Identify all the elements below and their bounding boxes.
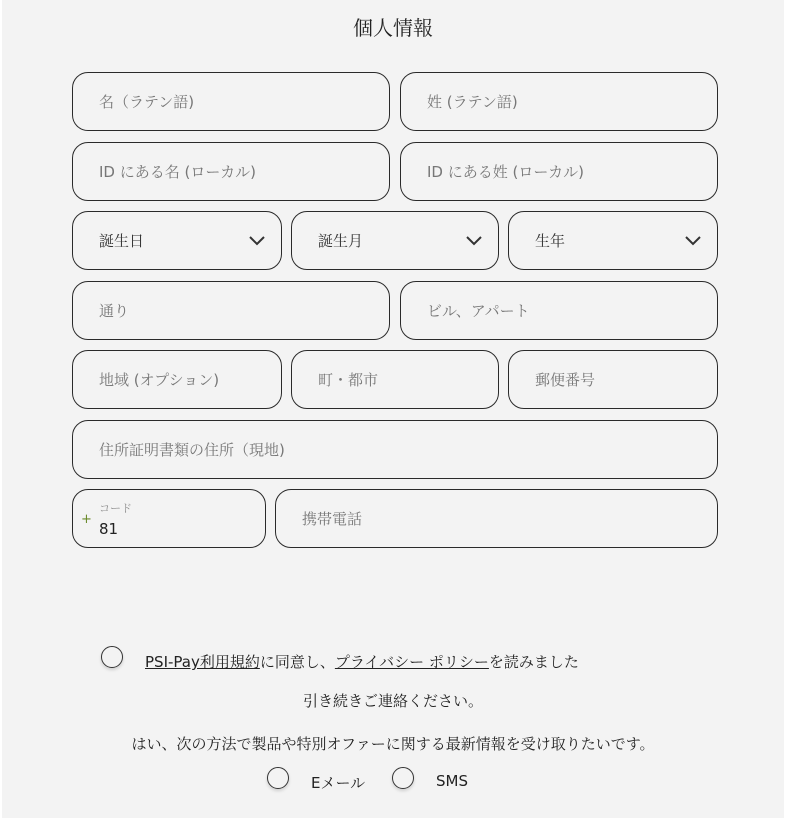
- birth-day-label: 誕生日: [99, 232, 145, 250]
- birth-month-select[interactable]: [291, 211, 499, 270]
- chevron-down-icon: [247, 230, 267, 250]
- country-code-input[interactable]: [72, 489, 266, 548]
- country-code-value: 81: [99, 520, 119, 538]
- terms-link[interactable]: PSI-Pay利用規約: [145, 653, 260, 671]
- mobile-phone-input[interactable]: 携帯電話: [275, 489, 718, 548]
- page-title: 個人情報: [353, 16, 433, 40]
- terms-consent-radio[interactable]: [101, 646, 123, 668]
- consent-mid: に同意し、: [259, 653, 335, 671]
- region-input[interactable]: 地域 (オプション): [72, 350, 282, 409]
- birth-day-select[interactable]: [72, 211, 282, 270]
- plus-sign: +: [81, 512, 92, 527]
- consent-end: を読みました: [488, 653, 579, 671]
- first-name-latin-input[interactable]: 名（ラテン語): [72, 72, 390, 131]
- birth-year-label: 生年: [535, 232, 566, 250]
- birth-month-label: 誕生月: [318, 232, 364, 250]
- email-radio[interactable]: [267, 767, 289, 789]
- country-code-label: コード: [99, 502, 132, 515]
- sms-radio[interactable]: [392, 767, 414, 789]
- first-name-local-input[interactable]: ID にある名 (ローカル): [72, 142, 390, 201]
- last-name-local-input[interactable]: ID にある姓 (ローカル): [400, 142, 718, 201]
- last-name-latin-input[interactable]: 姓 (ラテン語): [400, 72, 718, 131]
- contact-heading: 引き続きご連絡ください。: [302, 692, 483, 710]
- email-label[interactable]: Eメール: [311, 774, 366, 792]
- contact-text: はい、次の方法で製品や特別オファーに関する最新情報を受け取りたいです。: [131, 735, 655, 753]
- chevron-down-icon: [464, 230, 484, 250]
- sms-label[interactable]: SMS: [436, 772, 468, 790]
- consent-text: [145, 651, 579, 672]
- birth-year-select[interactable]: [508, 211, 718, 270]
- building-input[interactable]: ビル、アパート: [400, 281, 718, 340]
- proof-address-input[interactable]: 住所証明書類の住所（現地): [72, 420, 718, 479]
- chevron-down-icon: [683, 230, 703, 250]
- city-input[interactable]: 町・都市: [291, 350, 499, 409]
- postal-code-input[interactable]: 郵便番号: [508, 350, 718, 409]
- street-input[interactable]: 通り: [72, 281, 390, 340]
- privacy-policy-link[interactable]: プライバシー ポリシー: [334, 653, 489, 671]
